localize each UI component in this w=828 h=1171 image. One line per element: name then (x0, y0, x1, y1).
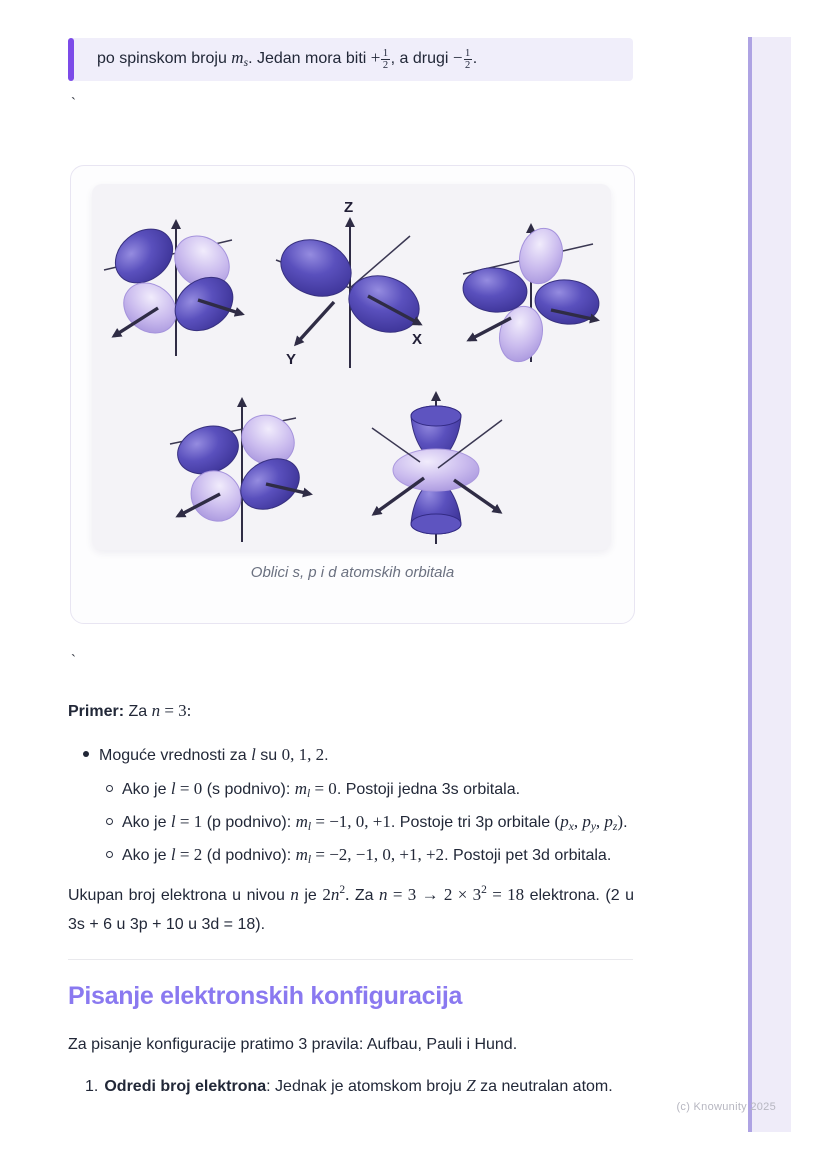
text-run: : Jednak je atomskom broju (266, 1078, 467, 1095)
math-run: m (295, 845, 308, 864)
math-run: = 1 (175, 812, 203, 831)
sub-list-item (68, 845, 611, 866)
text-run: . (324, 747, 329, 764)
math-run: = 18 (486, 885, 525, 904)
math-run: 0, 1, 2 (281, 745, 325, 764)
text-run: Moguće vrednosti za (99, 747, 252, 764)
math-run: . (345, 885, 350, 904)
text-run: , a drugi (390, 50, 453, 67)
math-sub: l (307, 788, 311, 800)
math-run: = −2, −1, 0, +1, +2 (311, 845, 445, 864)
math-run: p (560, 812, 569, 831)
backtick-mark-2: ` (71, 652, 76, 669)
section-heading: Pisanje elektronskih konfiguracija (68, 982, 463, 1010)
math-run: = 3 → 2 × 3 (387, 885, 482, 904)
math-sub: l (307, 821, 312, 833)
math-run: n (379, 885, 388, 904)
text-run: (s podnivo): (202, 781, 295, 798)
math-run: l (170, 779, 176, 798)
math-sub: l (307, 854, 312, 866)
math-run: m (231, 48, 244, 67)
spin-note-callout (68, 38, 633, 81)
math-run: ( (554, 812, 561, 831)
text-run: je (298, 887, 323, 904)
orbitals-figure-card (70, 165, 635, 624)
math-run: , (595, 812, 605, 831)
text-run: . (623, 814, 628, 831)
math-sub: y (590, 821, 596, 833)
orbitals-image (92, 184, 611, 550)
math-run: = 0 (310, 779, 337, 798)
math-run: = 0 (175, 779, 203, 798)
text-run: elektrona. (2 u 3s + 6 u 3p + 10 u 3d = 18). (68, 887, 635, 933)
bullet-circle (106, 818, 113, 825)
text-run: Ako je (122, 847, 171, 864)
text-run: Za (349, 887, 380, 904)
math-run: l (170, 845, 176, 864)
text-run: Ako je (122, 781, 171, 798)
section-intro: Za pisanje konfiguracije pratimo 3 pravila: Aufbau, Pauli i Hund. (68, 1036, 518, 1053)
d-orbital-clover-illustration-2 (455, 214, 605, 364)
d-orbital-clover-illustration-3 (162, 390, 317, 545)
text-run: . Jedan mora biti (248, 50, 371, 67)
text-run: su (255, 747, 282, 764)
math-run: , (573, 812, 583, 831)
fraction-one-half (381, 48, 389, 71)
math-sup: 2 (339, 884, 346, 896)
bullet-circle (106, 851, 113, 858)
p-orbital-illustration (264, 196, 436, 376)
math-run: n (151, 701, 161, 720)
fraction-one-half (464, 48, 472, 71)
example-heading-line (68, 701, 191, 721)
numbered-step-1 (68, 1076, 613, 1096)
page-edge-strip (748, 37, 791, 1132)
fraction-denominator: 2 (382, 60, 389, 71)
math-run: ) (617, 812, 624, 831)
callout-accent-bar (68, 38, 74, 81)
text-run: . Postoje tri 3p orbitale (390, 814, 555, 831)
text-run: (p podnivo): (202, 814, 296, 831)
axis-label-y: Y (286, 351, 297, 368)
math-run: l (251, 745, 256, 764)
text-run: po spinskom broju (97, 50, 232, 67)
math-run: − (452, 48, 463, 67)
bullet-circle (106, 785, 113, 792)
math-run: + (370, 48, 381, 67)
text-run: . (472, 50, 478, 67)
text-run: . Postoji jedna 3s orbitala. (336, 781, 521, 798)
section-divider (68, 959, 633, 960)
sub-list-item (68, 812, 628, 833)
math-run: 2 (322, 885, 331, 904)
math-run: p (582, 812, 591, 831)
text-run: (d podnivo): (202, 847, 296, 864)
math-run: = 3: (160, 701, 192, 720)
math-run: = 2 (175, 845, 203, 864)
math-run: m (295, 812, 308, 831)
step-number: 1. (85, 1078, 99, 1095)
math-run: l (170, 812, 176, 831)
math-run: p (604, 812, 613, 831)
math-run: Z (466, 1076, 476, 1095)
axis-label-x: X (412, 331, 423, 348)
knowunity-watermark: (c) Knowunity 2025 (676, 1101, 776, 1113)
math-sub: s (243, 57, 249, 69)
math-run: m (294, 779, 308, 798)
math-sub: z (612, 821, 618, 833)
dz2-orbital-illustration (354, 384, 519, 549)
example-label: Primer: (68, 703, 125, 720)
math-run: n (290, 885, 299, 904)
fraction-denominator: 2 (465, 60, 471, 71)
fraction-numerator: 1 (382, 47, 389, 59)
backtick-mark-1: ` (71, 95, 76, 112)
math-sub: x (568, 821, 574, 833)
step-bold-label: Odredi broj elektrona (104, 1078, 267, 1095)
fraction-numerator: 1 (465, 47, 471, 59)
d-orbital-clover-illustration-1 (98, 208, 248, 358)
text-run: Ukupan broj elektrona u nivou (68, 887, 291, 904)
text-run: za neutralan atom. (475, 1078, 613, 1095)
math-run: n (330, 885, 340, 904)
list-item (68, 745, 329, 765)
electron-count-paragraph (68, 876, 634, 939)
text-run: . Postoji pet 3d orbitala. (444, 847, 612, 864)
callout-text (68, 48, 477, 71)
figure-caption: Oblici s, p i d atomskih orbitala (250, 564, 455, 581)
math-sup: 2 (481, 884, 487, 896)
math-run: = −1, 0, +1 (311, 812, 391, 831)
sub-list-item (68, 779, 520, 800)
text-run: Ako je (122, 814, 171, 831)
text-run: Za (124, 703, 152, 720)
axis-label-z: Z (344, 199, 354, 216)
bullet-dot (83, 751, 89, 757)
